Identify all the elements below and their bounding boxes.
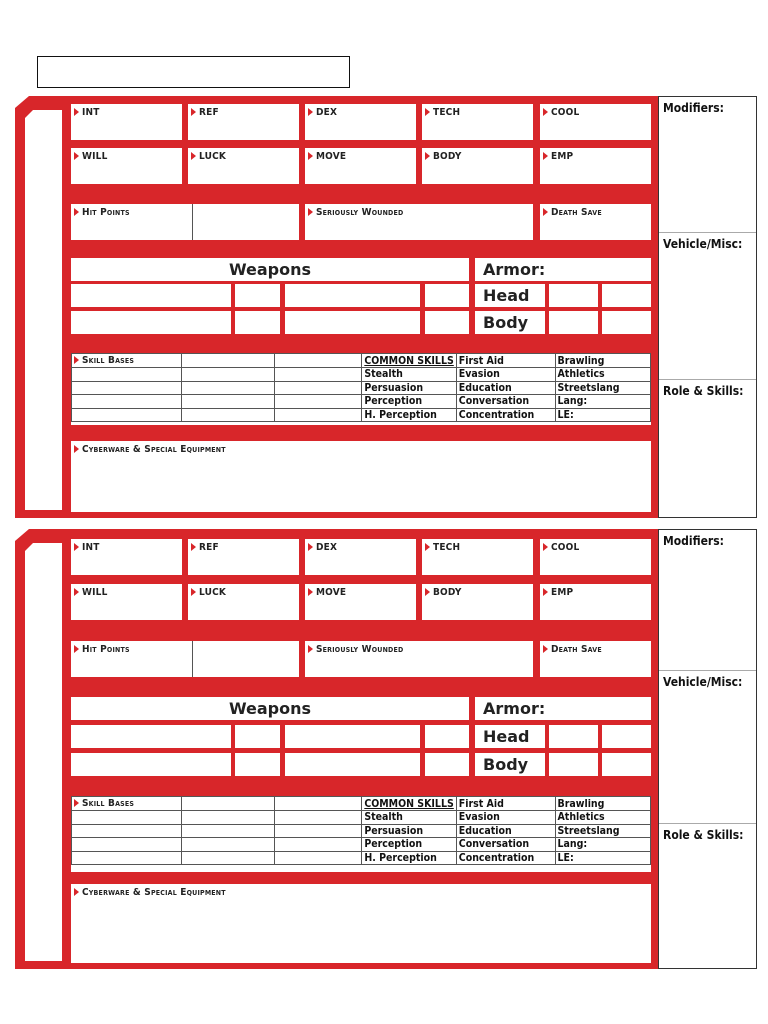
stat-box-cool[interactable] — [540, 539, 651, 575]
skills-cell — [555, 368, 651, 382]
stat-label: REF — [191, 542, 219, 553]
skills-cell[interactable] — [275, 354, 362, 368]
stat-label: INT — [74, 542, 100, 553]
skill-name: Perception — [364, 395, 423, 408]
weapon-row-2-cell-2[interactable] — [235, 311, 280, 334]
skills-cell[interactable] — [72, 408, 182, 422]
stat-label: LUCK — [191, 151, 226, 162]
stat-box-int[interactable] — [71, 539, 182, 575]
stat-box-ref[interactable] — [188, 539, 299, 575]
armor-body-sp[interactable] — [549, 311, 598, 334]
skills-cell[interactable] — [181, 838, 275, 852]
side-panel — [658, 529, 757, 969]
death-save-label: Death Save — [543, 207, 602, 218]
skills-cell[interactable] — [181, 851, 275, 865]
weapon-row-1-cell-3[interactable] — [285, 725, 420, 748]
skills-cell — [555, 408, 651, 422]
skill-name: First Aid — [458, 354, 504, 367]
character-name-field[interactable] — [37, 56, 350, 88]
skills-cell[interactable] — [275, 395, 362, 409]
role-skills-section[interactable] — [659, 823, 756, 971]
seriously-wounded-label: Seriously Wounded — [308, 207, 403, 218]
armor-head-sp[interactable] — [549, 725, 598, 748]
armor-head-sp[interactable] — [549, 284, 598, 307]
skills-cell[interactable] — [275, 408, 362, 422]
skills-cell — [456, 368, 555, 382]
skills-cell[interactable] — [72, 797, 182, 811]
stat-box-luck[interactable] — [188, 584, 299, 620]
skills-cell — [555, 824, 651, 838]
skill-name: Conversation — [458, 395, 530, 408]
stat-label: EMP — [543, 587, 573, 598]
skills-cell — [456, 381, 555, 395]
skill-name: Evasion — [458, 811, 500, 824]
skill-name: Athletics — [557, 368, 605, 381]
common-skills-header: COMMON SKILLS — [364, 797, 454, 810]
weapons-title: Weapons — [228, 699, 312, 718]
skills-cell[interactable] — [181, 395, 275, 409]
armor-body-value[interactable] — [602, 753, 651, 776]
role-skills-section[interactable] — [659, 379, 756, 520]
skills-cell[interactable] — [181, 368, 275, 382]
stat-label: LUCK — [191, 587, 226, 598]
armor-head-label: Head — [483, 286, 530, 305]
stat-label: REF — [191, 107, 219, 118]
side-panel — [658, 96, 757, 518]
armor-head-label-box — [475, 284, 545, 307]
weapons-title: Weapons — [228, 260, 312, 279]
seriously-wounded-box[interactable] — [305, 204, 533, 240]
death-save-box[interactable] — [540, 641, 651, 677]
hit-points-divider — [192, 204, 193, 240]
skill-name: Lang: — [557, 395, 588, 408]
seriously-wounded-label: Seriously Wounded — [308, 644, 403, 655]
death-save-label: Death Save — [543, 644, 602, 655]
skill-name: Lang: — [557, 838, 588, 851]
skills-cell[interactable] — [72, 851, 182, 865]
stat-box-dex[interactable] — [305, 104, 416, 140]
skills-cell[interactable] — [72, 824, 182, 838]
skill-name: H. Perception — [364, 851, 437, 864]
stat-box-will[interactable] — [71, 584, 182, 620]
hit-points-label: Hit Points — [74, 644, 130, 655]
skills-cell — [456, 797, 555, 811]
weapon-row-2-cell-1[interactable] — [71, 753, 231, 776]
weapon-row-2-cell-2[interactable] — [235, 753, 280, 776]
stat-box-dex[interactable] — [305, 539, 416, 575]
skills-cell — [456, 354, 555, 368]
stat-label: TECH — [425, 542, 460, 553]
weapon-row-1-cell-1[interactable] — [71, 284, 231, 307]
skill-name: LE: — [557, 851, 574, 864]
weapon-row-2-cell-1[interactable] — [71, 311, 231, 334]
weapons-header — [71, 258, 469, 281]
stat-label: EMP — [543, 151, 573, 162]
skills-cell[interactable] — [275, 368, 362, 382]
skill-name: H. Perception — [364, 408, 437, 421]
role-skills-label: Role & Skills: — [663, 384, 744, 398]
skill-name: First Aid — [458, 797, 504, 810]
armor-header — [475, 258, 651, 281]
armor-head-label-box — [475, 725, 545, 748]
skills-cell — [456, 824, 555, 838]
skills-cell — [456, 395, 555, 409]
weapon-row-1-cell-2[interactable] — [235, 284, 280, 307]
skill-name: Evasion — [458, 368, 500, 381]
skills-cell[interactable] — [181, 354, 275, 368]
stat-box-will[interactable] — [71, 148, 182, 184]
vehicle-misc-section[interactable] — [659, 670, 756, 824]
skills-cell[interactable] — [181, 811, 275, 825]
stat-label: COOL — [543, 542, 579, 553]
weapon-row-1-cell-4[interactable] — [425, 284, 469, 307]
stat-box-ref[interactable] — [188, 104, 299, 140]
skills-panel — [71, 353, 651, 425]
vehicle-misc-section[interactable] — [659, 232, 756, 380]
skills-panel — [71, 796, 651, 872]
stat-box-int[interactable] — [71, 104, 182, 140]
skills-cell[interactable] — [72, 811, 182, 825]
skills-cell[interactable] — [181, 797, 275, 811]
skill-name: Perception — [364, 838, 423, 851]
skills-cell — [555, 381, 651, 395]
skills-cell[interactable] — [275, 851, 362, 865]
role-skills-label: Role & Skills: — [663, 828, 744, 842]
stat-box-cool[interactable] — [540, 104, 651, 140]
stat-label: MOVE — [308, 587, 346, 598]
skills-cell[interactable] — [275, 838, 362, 852]
skills-cell — [362, 354, 456, 368]
skills-cell[interactable] — [275, 797, 362, 811]
weapons-header — [71, 697, 469, 720]
stat-box-luck[interactable] — [188, 148, 299, 184]
armor-head-value[interactable] — [602, 284, 651, 307]
stat-label: DEX — [308, 107, 337, 118]
skills-cell — [555, 851, 651, 865]
skills-cell[interactable] — [181, 381, 275, 395]
stat-box-body[interactable] — [422, 584, 533, 620]
skill-name: Concentration — [458, 408, 535, 421]
skills-cell — [362, 797, 456, 811]
stat-label: DEX — [308, 542, 337, 553]
armor-body-label-box — [475, 311, 545, 334]
skill-name: Athletics — [557, 811, 605, 824]
skills-cell[interactable] — [72, 368, 182, 382]
skill-name: Stealth — [364, 811, 403, 824]
stat-label: MOVE — [308, 151, 346, 162]
modifiers-section[interactable] — [659, 530, 756, 670]
common-skills-header: COMMON SKILLS — [364, 354, 454, 367]
skills-cell[interactable] — [72, 395, 182, 409]
character-sheet-2 — [15, 529, 658, 969]
skills-cell — [362, 811, 456, 825]
skill-name: Concentration — [458, 851, 535, 864]
stat-box-tech[interactable] — [422, 104, 533, 140]
skills-cell — [362, 368, 456, 382]
vehicle-misc-label: Vehicle/Misc: — [663, 675, 743, 689]
character-sheet-1 — [15, 96, 658, 518]
weapon-row-2-cell-4[interactable] — [425, 753, 469, 776]
armor-body-label: Body — [483, 313, 529, 332]
weapon-row-2-cell-4[interactable] — [425, 311, 469, 334]
cyberware-label: Cyberware & Special Equipment — [74, 887, 226, 898]
skill-name: Conversation — [458, 838, 530, 851]
skills-cell — [555, 838, 651, 852]
skills-cell — [362, 824, 456, 838]
stat-box-body[interactable] — [422, 148, 533, 184]
cyberware-box[interactable] — [71, 441, 651, 512]
skill-name: Education — [458, 824, 512, 837]
skills-cell — [362, 851, 456, 865]
stat-box-move[interactable] — [305, 148, 416, 184]
skills-cell — [555, 797, 651, 811]
armor-title: Armor: — [483, 260, 546, 279]
stat-label: BODY — [425, 151, 462, 162]
armor-body-sp[interactable] — [549, 753, 598, 776]
skill-name: Streetslang — [557, 824, 620, 837]
seriously-wounded-box[interactable] — [305, 641, 533, 677]
skills-cell[interactable] — [72, 838, 182, 852]
skill-name: Persuasion — [364, 381, 424, 394]
armor-head-value[interactable] — [602, 725, 651, 748]
skills-cell[interactable] — [72, 381, 182, 395]
cyberware-label: Cyberware & Special Equipment — [74, 444, 226, 455]
modifiers-label: Modifiers: — [663, 101, 724, 115]
skills-table — [71, 353, 651, 422]
armor-header — [475, 697, 651, 720]
vehicle-misc-label: Vehicle/Misc: — [663, 237, 743, 251]
skills-cell — [555, 354, 651, 368]
skills-cell[interactable] — [72, 354, 182, 368]
weapon-row-1-cell-2[interactable] — [235, 725, 280, 748]
skills-cell — [456, 811, 555, 825]
cyberware-box[interactable] — [71, 884, 651, 963]
skills-cell — [456, 851, 555, 865]
skills-cell — [555, 395, 651, 409]
skills-cell — [555, 811, 651, 825]
skills-cell[interactable] — [181, 824, 275, 838]
weapon-row-2-cell-3[interactable] — [285, 753, 420, 776]
skills-cell[interactable] — [181, 408, 275, 422]
armor-body-value[interactable] — [602, 311, 651, 334]
armor-title: Armor: — [483, 699, 546, 718]
modifiers-label: Modifiers: — [663, 534, 724, 548]
weapon-row-1-cell-3[interactable] — [285, 284, 420, 307]
stat-box-move[interactable] — [305, 584, 416, 620]
weapon-row-2-cell-3[interactable] — [285, 311, 420, 334]
skills-cell[interactable] — [275, 381, 362, 395]
skills-cell — [362, 408, 456, 422]
armor-head-label: Head — [483, 727, 530, 746]
skill-bases-label: Skill Bases — [74, 798, 134, 809]
hit-points-box[interactable] — [71, 641, 299, 677]
stat-box-emp[interactable] — [540, 148, 651, 184]
skills-cell[interactable] — [275, 811, 362, 825]
skill-name: Stealth — [364, 368, 403, 381]
hit-points-box[interactable] — [71, 204, 299, 240]
stat-label: WILL — [74, 587, 108, 598]
skills-cell[interactable] — [275, 824, 362, 838]
death-save-box[interactable] — [540, 204, 651, 240]
weapon-row-1-cell-1[interactable] — [71, 725, 231, 748]
weapon-row-1-cell-4[interactable] — [425, 725, 469, 748]
skill-name: LE: — [557, 408, 574, 421]
armor-body-label: Body — [483, 755, 529, 774]
skills-cell — [362, 838, 456, 852]
skills-cell — [362, 395, 456, 409]
skill-name: Brawling — [557, 354, 605, 367]
skills-table — [71, 796, 651, 865]
skill-bases-label: Skill Bases — [74, 355, 134, 366]
skill-name: Persuasion — [364, 824, 424, 837]
hit-points-label: Hit Points — [74, 207, 130, 218]
modifiers-section[interactable] — [659, 97, 756, 232]
skill-name: Education — [458, 381, 512, 394]
skill-name: Brawling — [557, 797, 605, 810]
stat-label: WILL — [74, 151, 108, 162]
stat-label: COOL — [543, 107, 579, 118]
skills-cell — [456, 408, 555, 422]
stat-label: TECH — [425, 107, 460, 118]
stat-label: INT — [74, 107, 100, 118]
hit-points-divider — [192, 641, 193, 677]
skills-cell — [362, 381, 456, 395]
skills-cell — [456, 838, 555, 852]
skill-name: Streetslang — [557, 381, 620, 394]
stat-label: BODY — [425, 587, 462, 598]
stat-box-tech[interactable] — [422, 539, 533, 575]
armor-body-label-box — [475, 753, 545, 776]
stat-box-emp[interactable] — [540, 584, 651, 620]
